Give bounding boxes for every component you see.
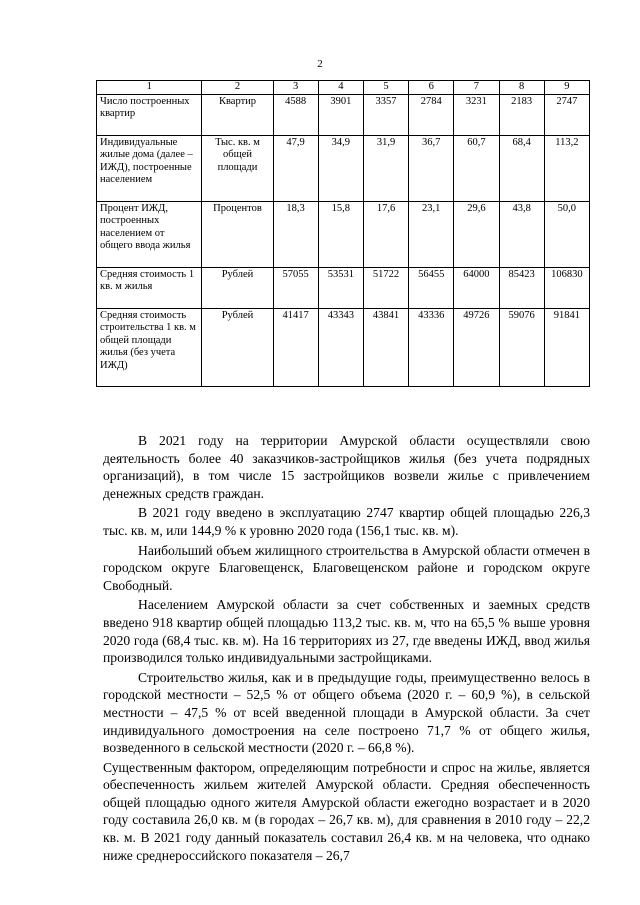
table-cell: 2784 — [409, 94, 454, 135]
paragraph: В 2021 году на территории Амурской области осуществляли свою деятельность более 40 заказчиков-застройщиков жилья (без учета подрядных организаций), в том числе 15 застройщиков возвели жилье с привлечением денежных средств граждан. — [103, 433, 590, 501]
table-cell: 47,9 — [273, 135, 318, 201]
table-header-cell: 7 — [454, 81, 499, 95]
row-label: Процент ИЖД, построенных населением от общего ввода жилья — [97, 201, 202, 267]
table-cell: 43841 — [363, 308, 408, 386]
table-cell: 91841 — [544, 308, 589, 386]
table-cell: 41417 — [273, 308, 318, 386]
table-cell: 51722 — [363, 267, 408, 308]
table-header-row — [97, 81, 590, 95]
table-cell: 56455 — [409, 267, 454, 308]
table-header-cell: 2 — [202, 81, 273, 95]
table-cell: 57055 — [273, 267, 318, 308]
paragraph: Существенным фактором, определяющим потребности и спрос на жилье, является обеспеченность жильем жителей Амурской области. Средняя обеспеченность общей площадью одного жителя Амурской области ежегодно возрастает и в 2020 году составила 26,0 кв. м (в городах – 26,7 кв. м), для сравнения в 2010 году – 22,2 кв. м. В 2021 году данный показатель составил 26,4 кв. м на человека, что однако ниже среднероссийского показателя – 26,7 — [103, 759, 590, 863]
table-cell: 23,1 — [409, 201, 454, 267]
row-unit: Рублей — [202, 308, 273, 386]
housing-statistics-table — [96, 80, 590, 387]
table-cell: 50,0 — [544, 201, 589, 267]
paragraph: В 2021 году введено в эксплуатацию 2747 квартир общей площадью 226,3 тыс. кв. м, или 144,9 % к уровню 2020 года (156,1 тыс. кв. м). — [103, 505, 590, 538]
table-row — [97, 94, 590, 135]
row-unit: Тыс. кв. м общей площади — [202, 135, 273, 201]
table-cell: 85423 — [499, 267, 544, 308]
table-header-cell: 5 — [363, 81, 408, 95]
table-cell: 36,7 — [409, 135, 454, 201]
table-cell: 68,4 — [499, 135, 544, 201]
table-header-cell: 4 — [318, 81, 363, 95]
table-row — [97, 135, 590, 201]
paragraph: Строительство жилья, как и в предыдущие годы, преимущественно велось в городской местности – 52,5 % от общего объема (2020 г. – 60,9 %), в сельской местности – 47,5 % от всей введенной площади в Амурской области. За счет индивидуального домостроения на селе построено 71,7 % от общего жилья, возведенного в сельской местности (2020 г. – 66,8 %). — [103, 669, 590, 756]
table-row — [97, 308, 590, 386]
table-cell: 3357 — [363, 94, 408, 135]
paragraph: Населением Амурской области за счет собственных и заемных средств введено 918 квартир общей площадью 113,2 тыс. кв. м, что на 65,5 % выше уровня 2020 года (68,4 тыс. кв. м). На 16 территориях из 27, где введены ИЖД, ввод жилья производился только индивидуальными застройщиками. — [103, 597, 590, 666]
table-header-cell: 3 — [273, 81, 318, 95]
paragraph: Наибольший объем жилищного строительства в Амурской области отмечен в городском округе Благовещенск, Благовещенском районе и городском округе Свободный. — [103, 542, 590, 593]
table-row — [97, 201, 590, 267]
table-cell: 4588 — [273, 94, 318, 135]
table-cell: 3901 — [318, 94, 363, 135]
row-label: Средняя стоимость 1 кв. м жилья — [97, 267, 202, 308]
table-cell: 106830 — [544, 267, 589, 308]
table-row — [97, 267, 590, 308]
row-label: Индивидуальные жилые дома (далее – ИЖД), построенные населением — [97, 135, 202, 201]
table-cell: 2183 — [499, 94, 544, 135]
table-cell: 43343 — [318, 308, 363, 386]
row-label: Средняя стоимость строительства 1 кв. м общей площади жилья (без учета ИЖД) — [97, 308, 202, 386]
table-cell: 2747 — [544, 94, 589, 135]
table-cell: 113,2 — [544, 135, 589, 201]
row-unit: Процентов — [202, 201, 273, 267]
table-cell: 53531 — [318, 267, 363, 308]
table-cell: 3231 — [454, 94, 499, 135]
table-cell: 34,9 — [318, 135, 363, 201]
table-cell: 31,9 — [363, 135, 408, 201]
table-cell: 59076 — [499, 308, 544, 386]
table-cell: 43,8 — [499, 201, 544, 267]
table-header-cell: 6 — [409, 81, 454, 95]
row-label: Число построенных квартир — [97, 94, 202, 135]
table-cell: 49726 — [454, 308, 499, 386]
body-text — [103, 432, 590, 866]
table-cell: 17,6 — [363, 201, 408, 267]
page-number: 2 — [317, 58, 323, 70]
row-unit: Квартир — [202, 94, 273, 135]
table-cell: 15,8 — [318, 201, 363, 267]
table-cell: 18,3 — [273, 201, 318, 267]
table-header-cell: 9 — [544, 81, 589, 95]
table-header-cell: 1 — [97, 81, 202, 95]
table-cell: 60,7 — [454, 135, 499, 201]
table-cell: 43336 — [409, 308, 454, 386]
table-cell: 64000 — [454, 267, 499, 308]
table-header-cell: 8 — [499, 81, 544, 95]
row-unit: Рублей — [202, 267, 273, 308]
table-cell: 29,6 — [454, 201, 499, 267]
